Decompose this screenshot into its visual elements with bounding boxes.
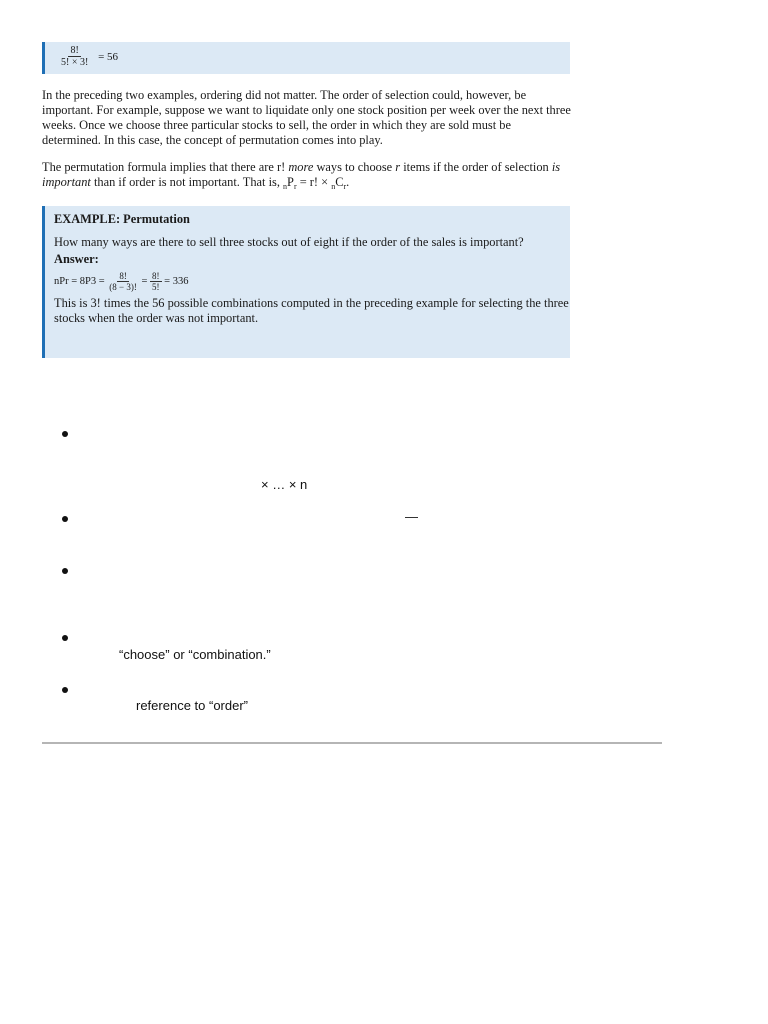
formula-result: = 56 (98, 50, 119, 63)
fraction-denominator: 5! (152, 282, 160, 292)
example-box (42, 206, 570, 358)
formula-fraction (150, 271, 162, 292)
symbol-p: P (287, 175, 294, 189)
emphasis-more: more (288, 160, 314, 174)
formula-fraction (59, 45, 90, 68)
example-note: This is 3! times the 56 possible combinations computed in the preceding example for selecting the three stocks when the order was not important. (54, 296, 569, 325)
permutation-formula (54, 271, 570, 292)
fraction-denominator: (8 − 3)! (109, 282, 137, 292)
text-fragment-dash: — (405, 509, 418, 524)
bullet-dot (62, 635, 68, 641)
bullet-dot (62, 431, 68, 437)
formula-fraction (107, 271, 139, 292)
subscript-r: r (293, 182, 297, 191)
subscript-n: n (331, 182, 336, 191)
paragraph-ordering: In the preceding two examples, ordering did not matter. The order of selection could, however, be important. For example, suppose we want to liquidate only one stock position per week over the next three weeks. Once we choose three particular stocks to sell, the order in which they are sold must be determined. In this case, the concept of permutation comes into play. (42, 88, 571, 147)
text: The permutation formula implies that there are r! (42, 160, 289, 174)
horizontal-divider (42, 742, 662, 744)
text: items if the order of selection (400, 160, 552, 174)
combination-formula (59, 45, 118, 68)
formula-lhs: nPr = 8P3 = (54, 275, 105, 287)
fraction-numerator: 8! (70, 45, 79, 56)
text: ways to choose (313, 160, 396, 174)
text: = r! × (296, 175, 332, 189)
answer-label: Answer: (54, 252, 99, 266)
text: than if order is not important. That is, (90, 175, 284, 189)
formula-result: = 336 (164, 275, 189, 287)
text-fragment-choose: “choose” or “combination.” (119, 647, 271, 662)
example-title: EXAMPLE: Permutation (54, 212, 190, 226)
text-fragment-product: × … × n (261, 477, 308, 492)
fraction-numerator: 8! (152, 271, 160, 281)
bullet-dot (62, 516, 68, 522)
example-question: How many ways are there to sell three stocks out of eight if the order of the sales is important? (54, 235, 524, 249)
variable-r: r (395, 160, 401, 174)
fraction-numerator: 8! (119, 271, 127, 281)
formula-box (42, 42, 570, 74)
text: . (346, 175, 350, 189)
subscript-n: n (283, 182, 288, 191)
fraction-denominator: 5! × 3! (61, 57, 89, 68)
bullet-dot (62, 687, 68, 693)
emphasis-is-important: is important (42, 160, 561, 189)
bullet-dot (62, 568, 68, 574)
paragraph-permutation-formula (42, 160, 572, 194)
equals-sign: = (141, 275, 148, 287)
symbol-c: C (335, 175, 344, 189)
subscript-r: r (343, 182, 347, 191)
text-fragment-order: reference to “order” (136, 698, 248, 713)
